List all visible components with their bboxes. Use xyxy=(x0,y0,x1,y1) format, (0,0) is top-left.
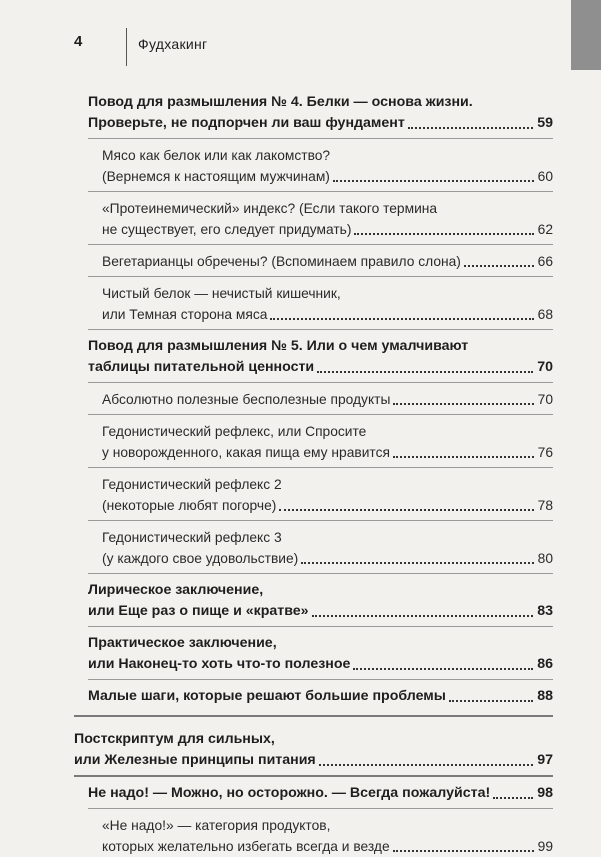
toc-entry-title-line: Чистый белок — нечистый кишечник, xyxy=(102,286,341,301)
dot-leader xyxy=(333,180,534,182)
toc-entry-title-line: Повод для размышления № 4. Белки — основа жизни. xyxy=(88,94,473,110)
toc-entry[interactable] xyxy=(88,251,553,272)
toc-entry-title-line: Проверьте, не подпорчен ли ваш фундамент xyxy=(88,115,405,131)
entry-divider xyxy=(88,244,553,245)
toc-entry[interactable] xyxy=(88,283,553,325)
toc-entry-title-line: которых желательно избегать всегда и везде xyxy=(102,839,390,854)
dot-leader xyxy=(408,127,533,129)
toc-entry[interactable] xyxy=(88,198,553,240)
toc-entry-title-line: или Железные принципы питания xyxy=(74,752,316,768)
entry-divider xyxy=(88,329,553,330)
entry-divider xyxy=(88,382,553,383)
dot-leader xyxy=(464,265,534,267)
dot-leader xyxy=(393,456,534,458)
toc-page-number: 70 xyxy=(537,359,553,375)
toc-page-number: 70 xyxy=(537,392,553,407)
toc-entry-title-line: у новорожденного, какая пища ему нравится xyxy=(102,445,390,460)
page-number: 4 xyxy=(74,33,83,50)
toc-entry-title-line: или Наконец-то хоть что-то полезное xyxy=(88,656,351,672)
toc-entry[interactable] xyxy=(88,336,553,378)
entry-divider xyxy=(88,679,553,680)
toc-page-number: 98 xyxy=(537,785,553,801)
toc-page-number: 66 xyxy=(537,254,553,269)
toc-page-number: 60 xyxy=(537,169,553,184)
dot-leader xyxy=(393,403,533,405)
dot-leader xyxy=(312,615,534,617)
page-edge-tab xyxy=(571,0,601,70)
toc-page-number: 88 xyxy=(537,688,553,704)
entry-divider xyxy=(88,414,553,415)
toc-entry-title-line: Малые шаги, которые решают большие проблемы xyxy=(88,688,446,704)
toc-entry-title-line: Гедонистический рефлекс 3 xyxy=(102,530,282,545)
dot-leader xyxy=(353,668,533,670)
toc-entry-title-line: «Не надо!» — категория продуктов, xyxy=(102,818,331,833)
toc-entry-title-line: Абсолютно полезные бесполезные продукты xyxy=(102,392,391,407)
toc-page-number: 97 xyxy=(537,752,553,768)
dot-leader xyxy=(279,509,533,511)
toc-entry[interactable] xyxy=(88,474,553,516)
toc-entry-title-line: Вегетарианцы обречены? (Вспоминаем правило слона) xyxy=(102,254,461,269)
entry-divider xyxy=(88,138,553,139)
toc-page-number: 59 xyxy=(537,115,553,131)
toc-page-number: 80 xyxy=(537,551,553,566)
toc-entry[interactable] xyxy=(88,92,553,134)
toc-entry[interactable] xyxy=(88,815,553,857)
toc-page-number: 86 xyxy=(537,656,553,672)
toc-entry[interactable] xyxy=(88,686,553,707)
entry-divider xyxy=(88,573,553,574)
toc-entry[interactable] xyxy=(88,389,553,410)
toc-entry-title-line: Постскриптум для сильных, xyxy=(74,731,275,747)
page-header xyxy=(0,0,601,70)
entry-divider xyxy=(74,715,553,717)
toc-entry[interactable] xyxy=(88,783,553,804)
toc-entry[interactable] xyxy=(88,580,553,622)
toc-entry-title-line: таблицы питательной ценности xyxy=(88,359,315,375)
toc-entry-title-line: (у каждого свое удовольствие) xyxy=(102,551,299,566)
toc-entry-title-line: Гедонистический рефлекс 2 xyxy=(102,477,282,492)
dot-leader xyxy=(301,562,533,564)
dot-leader xyxy=(270,318,533,320)
toc-entry-title-line: Повод для размышления № 5. Или о чем умалчивают xyxy=(88,338,469,354)
toc-entry-title-line: Гедонистический рефлекс, или Спросите xyxy=(102,424,367,439)
entry-divider xyxy=(88,808,553,809)
entry-divider xyxy=(88,276,553,277)
toc-entry[interactable] xyxy=(88,421,553,463)
entry-divider xyxy=(88,626,553,627)
table-of-contents xyxy=(74,92,553,857)
toc-entry[interactable] xyxy=(88,527,553,569)
toc-entry-title-line: Мясо как белок или как лакомство? xyxy=(102,148,331,163)
entry-divider xyxy=(88,467,553,468)
dot-leader xyxy=(449,700,533,702)
toc-entry-title-line: не существует, его следует придумать) xyxy=(102,222,352,237)
dot-leader xyxy=(393,850,534,852)
toc-page-number: 76 xyxy=(537,445,553,460)
dot-leader xyxy=(354,233,533,235)
entry-divider xyxy=(74,775,553,777)
entry-divider xyxy=(88,191,553,192)
entry-divider xyxy=(88,520,553,521)
toc-entry-title-line: или Темная сторона мяса xyxy=(102,307,268,322)
toc-page-number: 78 xyxy=(537,498,553,513)
toc-entry-title-line: «Протеинемический» индекс? (Если такого термина xyxy=(102,201,438,216)
running-title: Фудхакинг xyxy=(138,36,208,52)
toc-entry[interactable] xyxy=(74,729,553,771)
toc-entry-title-line: Лирическое заключение, xyxy=(88,582,264,598)
header-divider xyxy=(126,28,127,66)
toc-page-number: 62 xyxy=(537,222,553,237)
toc-entry[interactable] xyxy=(88,145,553,187)
toc-entry-title-line: (некоторые любят погорче) xyxy=(102,498,277,513)
toc-page-number: 99 xyxy=(537,839,553,854)
toc-entry-title-line: (Вернемся к настоящим мужчинам) xyxy=(102,169,330,184)
toc-page-number: 83 xyxy=(537,603,553,619)
toc-entry-title-line: или Еще раз о пище и «кратве» xyxy=(88,603,309,619)
toc-entry-title-line: Не надо! — Можно, но осторожно. — Всегда пожалуйста! xyxy=(88,785,491,801)
toc-entry-title-line: Практическое заключение, xyxy=(88,635,277,651)
toc-page-number: 68 xyxy=(537,307,553,322)
dot-leader xyxy=(319,764,534,766)
dot-leader xyxy=(493,797,533,799)
dot-leader xyxy=(317,371,533,373)
toc-entry[interactable] xyxy=(88,633,553,675)
